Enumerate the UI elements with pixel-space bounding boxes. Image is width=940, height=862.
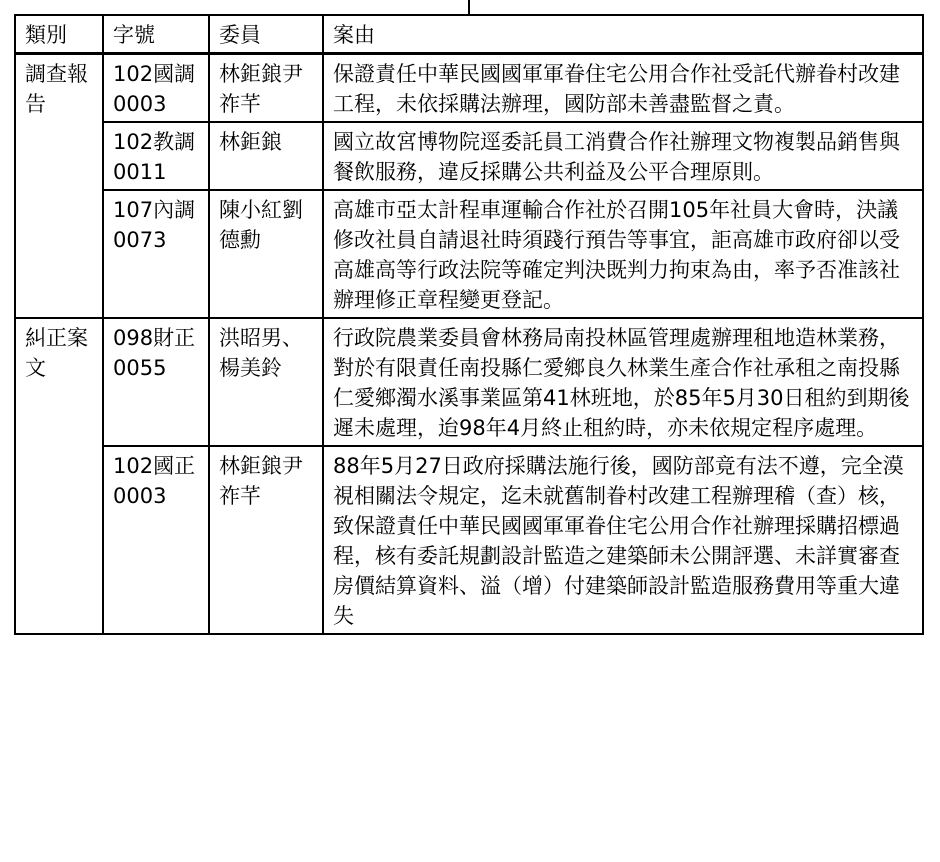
case-table bbox=[14, 14, 924, 635]
case-number-cell: 102國正0003 bbox=[103, 446, 209, 634]
case-number-cell: 102教調0011 bbox=[103, 122, 209, 190]
table-row bbox=[15, 190, 923, 318]
description-cell: 88年5月27日政府採購法施行後，國防部竟有法不遵，完全漠視相關法令規定，迄未就舊制眷村改建工程辦理稽（查）核，致保證責任中華民國國軍軍眷住宅公用合作社辦理採購招標過程，核有委託規劃設計監造之建築師未公開評選、未詳實審查房價結算資料、溢（增）付建築師設計監造服務費用等重大違失 bbox=[323, 446, 923, 634]
header-members: 委員 bbox=[209, 15, 323, 54]
case-number-cell: 098財正0055 bbox=[103, 318, 209, 446]
description-cell: 保證責任中華民國國軍軍眷住宅公用合作社受託代辦眷村改建工程，未依採購法辦理，國防部未善盡監督之責。 bbox=[323, 54, 923, 123]
category-cell: 調查報告 bbox=[15, 54, 103, 319]
header-category: 類別 bbox=[15, 15, 103, 54]
page-divider bbox=[468, 0, 470, 14]
description-cell: 行政院農業委員會林務局南投林區管理處辦理租地造林業務，對於有限責任南投縣仁愛鄉良久林業生產合作社承租之南投縣仁愛鄉濁水溪事業區第41林班地，於85年5月30日租約到期後遲未處理，迨98年4月終止租約時，亦未依規定程序處理。 bbox=[323, 318, 923, 446]
case-number-cell: 107內調0073 bbox=[103, 190, 209, 318]
header-number: 字號 bbox=[103, 15, 209, 54]
header-row bbox=[15, 15, 923, 54]
table-row bbox=[15, 318, 923, 446]
table-row bbox=[15, 122, 923, 190]
category-cell: 糾正案文 bbox=[15, 318, 103, 634]
description-cell: 國立故宮博物院逕委託員工消費合作社辦理文物複製品銷售與餐飲服務，違反採購公共利益及公平合理原則。 bbox=[323, 122, 923, 190]
header-description: 案由 bbox=[323, 15, 923, 54]
table-row bbox=[15, 54, 923, 123]
members-cell: 陳小紅劉德勳 bbox=[209, 190, 323, 318]
description-cell: 高雄市亞太計程車運輸合作社於召開105年社員大會時，決議修改社員自請退社時須踐行預告等事宜，詎高雄市政府卻以受高雄高等行政法院等確定判決既判力拘束為由，率予否准該社辦理修正章程變更登記。 bbox=[323, 190, 923, 318]
members-cell: 林鉅鋃尹祚芊 bbox=[209, 54, 323, 123]
case-number-cell: 102國調0003 bbox=[103, 54, 209, 123]
members-cell: 林鉅鋃尹祚芊 bbox=[209, 446, 323, 634]
members-cell: 洪昭男、楊美鈴 bbox=[209, 318, 323, 446]
members-cell: 林鉅鋃 bbox=[209, 122, 323, 190]
table-row bbox=[15, 446, 923, 634]
